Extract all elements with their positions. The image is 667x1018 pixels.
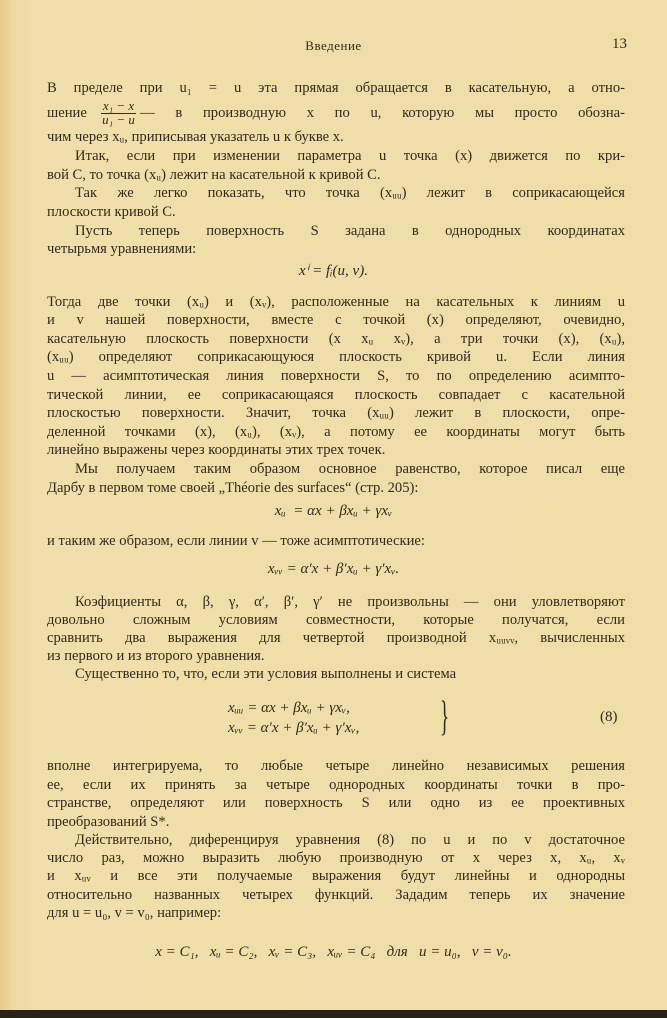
line-text: шение bbox=[47, 104, 87, 121]
text-line: преобразований S*. bbox=[47, 813, 170, 830]
text-line: Итак, если при изменении параметра u точка (x) движется по кри- bbox=[75, 147, 625, 164]
running-header-title: Введение bbox=[305, 38, 362, 53]
system-equation-2: xᵥᵥ = α′x + β′xᵤ + γ′xᵥ, bbox=[228, 720, 360, 736]
formula-darboux-u: xᵤ = αx + βxᵤ + γxᵥ bbox=[274, 503, 393, 519]
text-line: четырьмя уравнениями: bbox=[47, 240, 197, 257]
text-line: линейно выражены через координаты этих трех точек. bbox=[47, 441, 386, 458]
text-line: тической линии, ее соприкасающаяся плоскость совпадает с касательной bbox=[47, 386, 625, 403]
right-brace-icon: } bbox=[440, 694, 450, 740]
text-line: Действительно, диференцируя уравнения (8) по u и по v достаточное bbox=[75, 831, 625, 848]
text-line: сравнить два выражения для четвертой производной xᵤᵤᵥᵥ, вычисленных bbox=[47, 629, 625, 646]
text-line: число раз, можно выразить любую производную от x через x, xᵤ, xᵥ bbox=[47, 849, 625, 866]
text-line: странстве, определяют или поверхность S или одно из ее проективных bbox=[47, 794, 625, 811]
system-equation-1: xᵤᵤ = αx + βxᵤ + γxᵥ, bbox=[228, 700, 350, 716]
text-line: вполне интегрируема, то любые четыре линейно независимых решения bbox=[47, 757, 625, 774]
text-line: Мы получаем таким образом основное равенство, которое писал еще bbox=[75, 460, 625, 477]
scan-edge bbox=[0, 1010, 667, 1018]
text-line: u — асимптотическая линия поверхности S, то по определению асимпто- bbox=[47, 367, 625, 384]
text-line: и xᵤᵥ и все эти получаемые выражения будут линейны и однородны bbox=[47, 867, 625, 884]
text-line: и v нашей поверхности, вместе с точкой (x) определяют, очевидно, bbox=[47, 311, 625, 328]
fraction-denominator: u₁ − u bbox=[102, 112, 135, 127]
text-line: (xᵤᵤ) определяют соприкасающуюся плоскость кривой u. Если линия bbox=[47, 348, 625, 365]
text-line: плоскостью поверхности. Значит, точка (xᵤᵤ) лежит в плоскости, опре- bbox=[47, 404, 625, 421]
text-line: Коэфициенты α, β, γ, α′, β′, γ′ не произвольны — они уловлетворяют bbox=[75, 593, 625, 610]
text-line: чим через xᵤ, приписывая указатель u к букве x. bbox=[47, 128, 344, 145]
text-line: касательную плоскость поверхности (x xᵤ xᵥ), а три точки (x), (xᵤ), bbox=[47, 330, 625, 347]
text-line: для u = u₀, v = v₀, например: bbox=[47, 904, 222, 921]
text-line: В пределе при u₁ = u эта прямая обращается в касательную, а отно- bbox=[47, 79, 625, 96]
formula-surface-equations: xⁱ = fᵢ(u, v). bbox=[299, 263, 368, 279]
text-line: вой C, то точка (xᵤ) лежит на касательной к кривой C. bbox=[47, 166, 381, 183]
text-line: ее, если их принять за четыре однородных координаты точки в про- bbox=[47, 776, 625, 793]
equation-system bbox=[228, 698, 359, 738]
text-line: деленной точками (x), (xᵤ), (xᵥ), а потому ее координаты могут быть bbox=[47, 423, 625, 440]
text-line: Дарбу в первом томе своей „Théorie des surfaces“ (стр. 205): bbox=[47, 479, 419, 496]
formula-darboux-v: xᵥᵥ = α′x + β′xᵤ + γ′xᵥ. bbox=[267, 561, 400, 577]
text-line: Пусть теперь поверхность S задана в однородных координатах bbox=[75, 222, 625, 239]
text-line: относительно названных четырех функций. Зададим теперь их значение bbox=[47, 886, 625, 903]
text-line-with-fraction bbox=[47, 100, 625, 126]
page-number: 13 bbox=[612, 36, 627, 52]
text-line: Тогда две точки (xᵤ) и (xᵥ), расположенные на касательных к линиям u bbox=[47, 293, 625, 310]
equation-number: (8) bbox=[600, 709, 618, 725]
text-line: плоскости кривой C. bbox=[47, 203, 176, 220]
fraction-numerator: x₁ − x bbox=[102, 98, 135, 113]
fraction bbox=[101, 100, 136, 126]
formula-initial-values: x = C₁, xᵤ = C₂, xᵥ = C₃, xᵤᵥ = C₄ для u = u₀, v = v₀. bbox=[155, 944, 512, 960]
text-line: из первого и из второго уравнения. bbox=[47, 647, 265, 664]
line-text: — в производную x по u, которую мы просто обозна- bbox=[140, 104, 625, 121]
text-line: и таким же образом, если линии v — тоже асимптотические: bbox=[47, 532, 425, 549]
text-line: Существенно то, что, если эти условия выполнены и система bbox=[75, 665, 457, 682]
text-line: довольно сложным условиям совместности, которые получатся, если bbox=[47, 611, 625, 628]
text-line: Так же легко показать, что точка (xᵤᵤ) лежит в соприкасающейся bbox=[75, 184, 625, 201]
